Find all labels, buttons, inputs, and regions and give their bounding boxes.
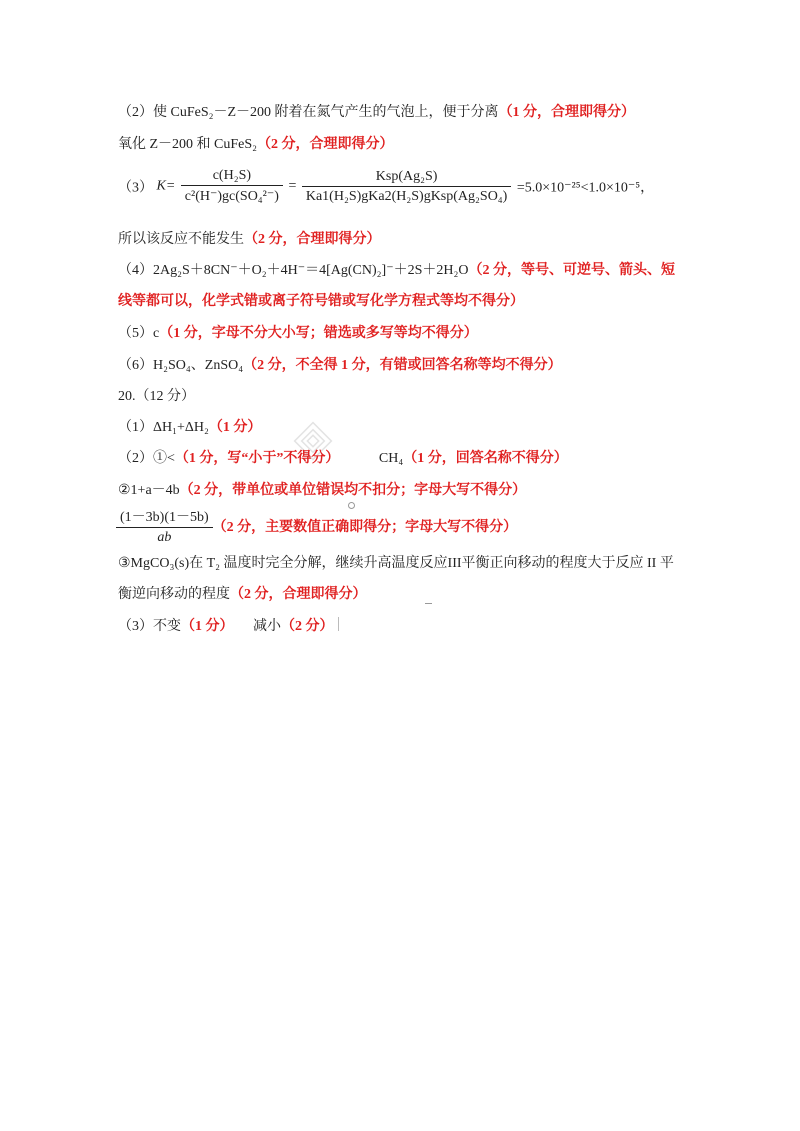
answer-text: 衡逆向移动的程度 [118,587,230,602]
answer-text: 减小 [253,619,281,634]
q20-part2-1 [118,449,568,469]
answer-text: （2）①< [118,451,175,466]
score-note: （2 分，带单位或单位错误均不扣分；字母大写不得分） [179,483,527,498]
answer-text: （6）H₂SO₄、ZnSO₄ [118,358,244,373]
answer-text: （1）ΔH₁+ΔH₂ [118,420,209,435]
fraction-1 [181,168,283,205]
score-note: （1 分，合理即得分） [498,105,636,120]
fraction-3 [116,506,213,546]
answer-text: 氧化 Z－200 和 CuFeS₂ [118,137,258,152]
answer-text: （3）不变 [118,619,181,634]
answer-text: ③MgCO₃(s)在 T₂ 温度时完全分解，继续升高温度反应III平衡正向移动的程度大于反应 II 平 [118,556,674,571]
score-note: （2 分） [281,619,334,634]
q19-part4-line2 [118,292,524,312]
answer-text: （5）c [118,326,160,341]
answer-text: 所以该反应不能发生 [118,232,244,247]
stray-mark [338,617,339,631]
result-value: =5.0×10⁻²⁵<1.0×10⁻⁵， [516,180,655,196]
equals-sign: = [288,178,297,194]
answer-text: （2）使 CuFeS₂－Z－200 附着在氮气产生的气泡上，便于分离 [118,105,499,120]
q19-part2-line1 [118,103,635,123]
fraction-3-numerator: (1－3b)(1－5b) [120,510,209,525]
stray-dash [425,603,432,604]
fraction-1-numerator: c(H₂S) [212,168,252,183]
score-note: （2 分，不全得 1 分，有错或回答名称等均不得分） [243,358,562,373]
k-symbol: K= [156,178,176,194]
fraction-1-denominator: c²(H⁻)gc(SO₄²⁻) [181,185,283,205]
answer-text: （4）2Ag₂S＋8CN⁻＋O₂＋4H⁻＝4[Ag(CN)₂]⁻＋2S＋2H₂O [118,263,469,278]
q19-part6 [118,356,562,376]
q19-part4-line1 [118,261,675,281]
answer-text: CH₄ [378,451,404,466]
answer-text: ②1+a－4b [118,483,180,498]
score-note: （2 分，合理即得分） [230,587,367,602]
fraction-2-numerator: Ksp(Ag₂S) [375,168,438,184]
score-note: 线等都可以，化学式错或离子符号错或写化学方程式等均不得分） [118,294,524,309]
fraction-2 [302,169,512,205]
q20-part2-2 [118,481,526,501]
q20-part2-3-line1 [118,554,674,574]
score-note: （1 分，写“小于”不得分） [174,451,340,466]
score-note: （1 分，字母不分大小写；错选或多写等均不得分） [159,326,478,341]
q20-part2-3-line2 [118,585,367,605]
part-label: （3） [118,180,153,196]
q20-part1 [118,418,261,438]
score-note: （2 分，合理即得分） [244,232,381,247]
q19-part3-conclusion [118,230,381,250]
score-note: （2 分，合理即得分） [257,137,394,152]
q19-part5 [118,324,478,344]
fraction-3-denominator: ab [116,527,213,546]
score-note: （2 分，等号、可逆号、箭头、短 [468,263,675,278]
fraction-2-denominator: Ka1(H₂S)gKa2(H₂S)gKsp(Ag₂SO₄) [302,186,512,205]
q20-header [118,387,195,407]
q19-part3-formula [118,168,654,205]
q20-part2-fraction [116,506,517,546]
q19-part2-line2 [118,135,394,155]
score-note: （2 分，主要数值正确即得分；字母大写不得分） [212,520,518,535]
score-note: （1 分） [208,420,262,435]
score-note: （1 分） [181,619,234,634]
score-note: （1 分，回答名称不得分） [403,451,568,466]
q20-part3 [118,617,334,637]
question-number: 20.（12 分） [118,389,195,404]
